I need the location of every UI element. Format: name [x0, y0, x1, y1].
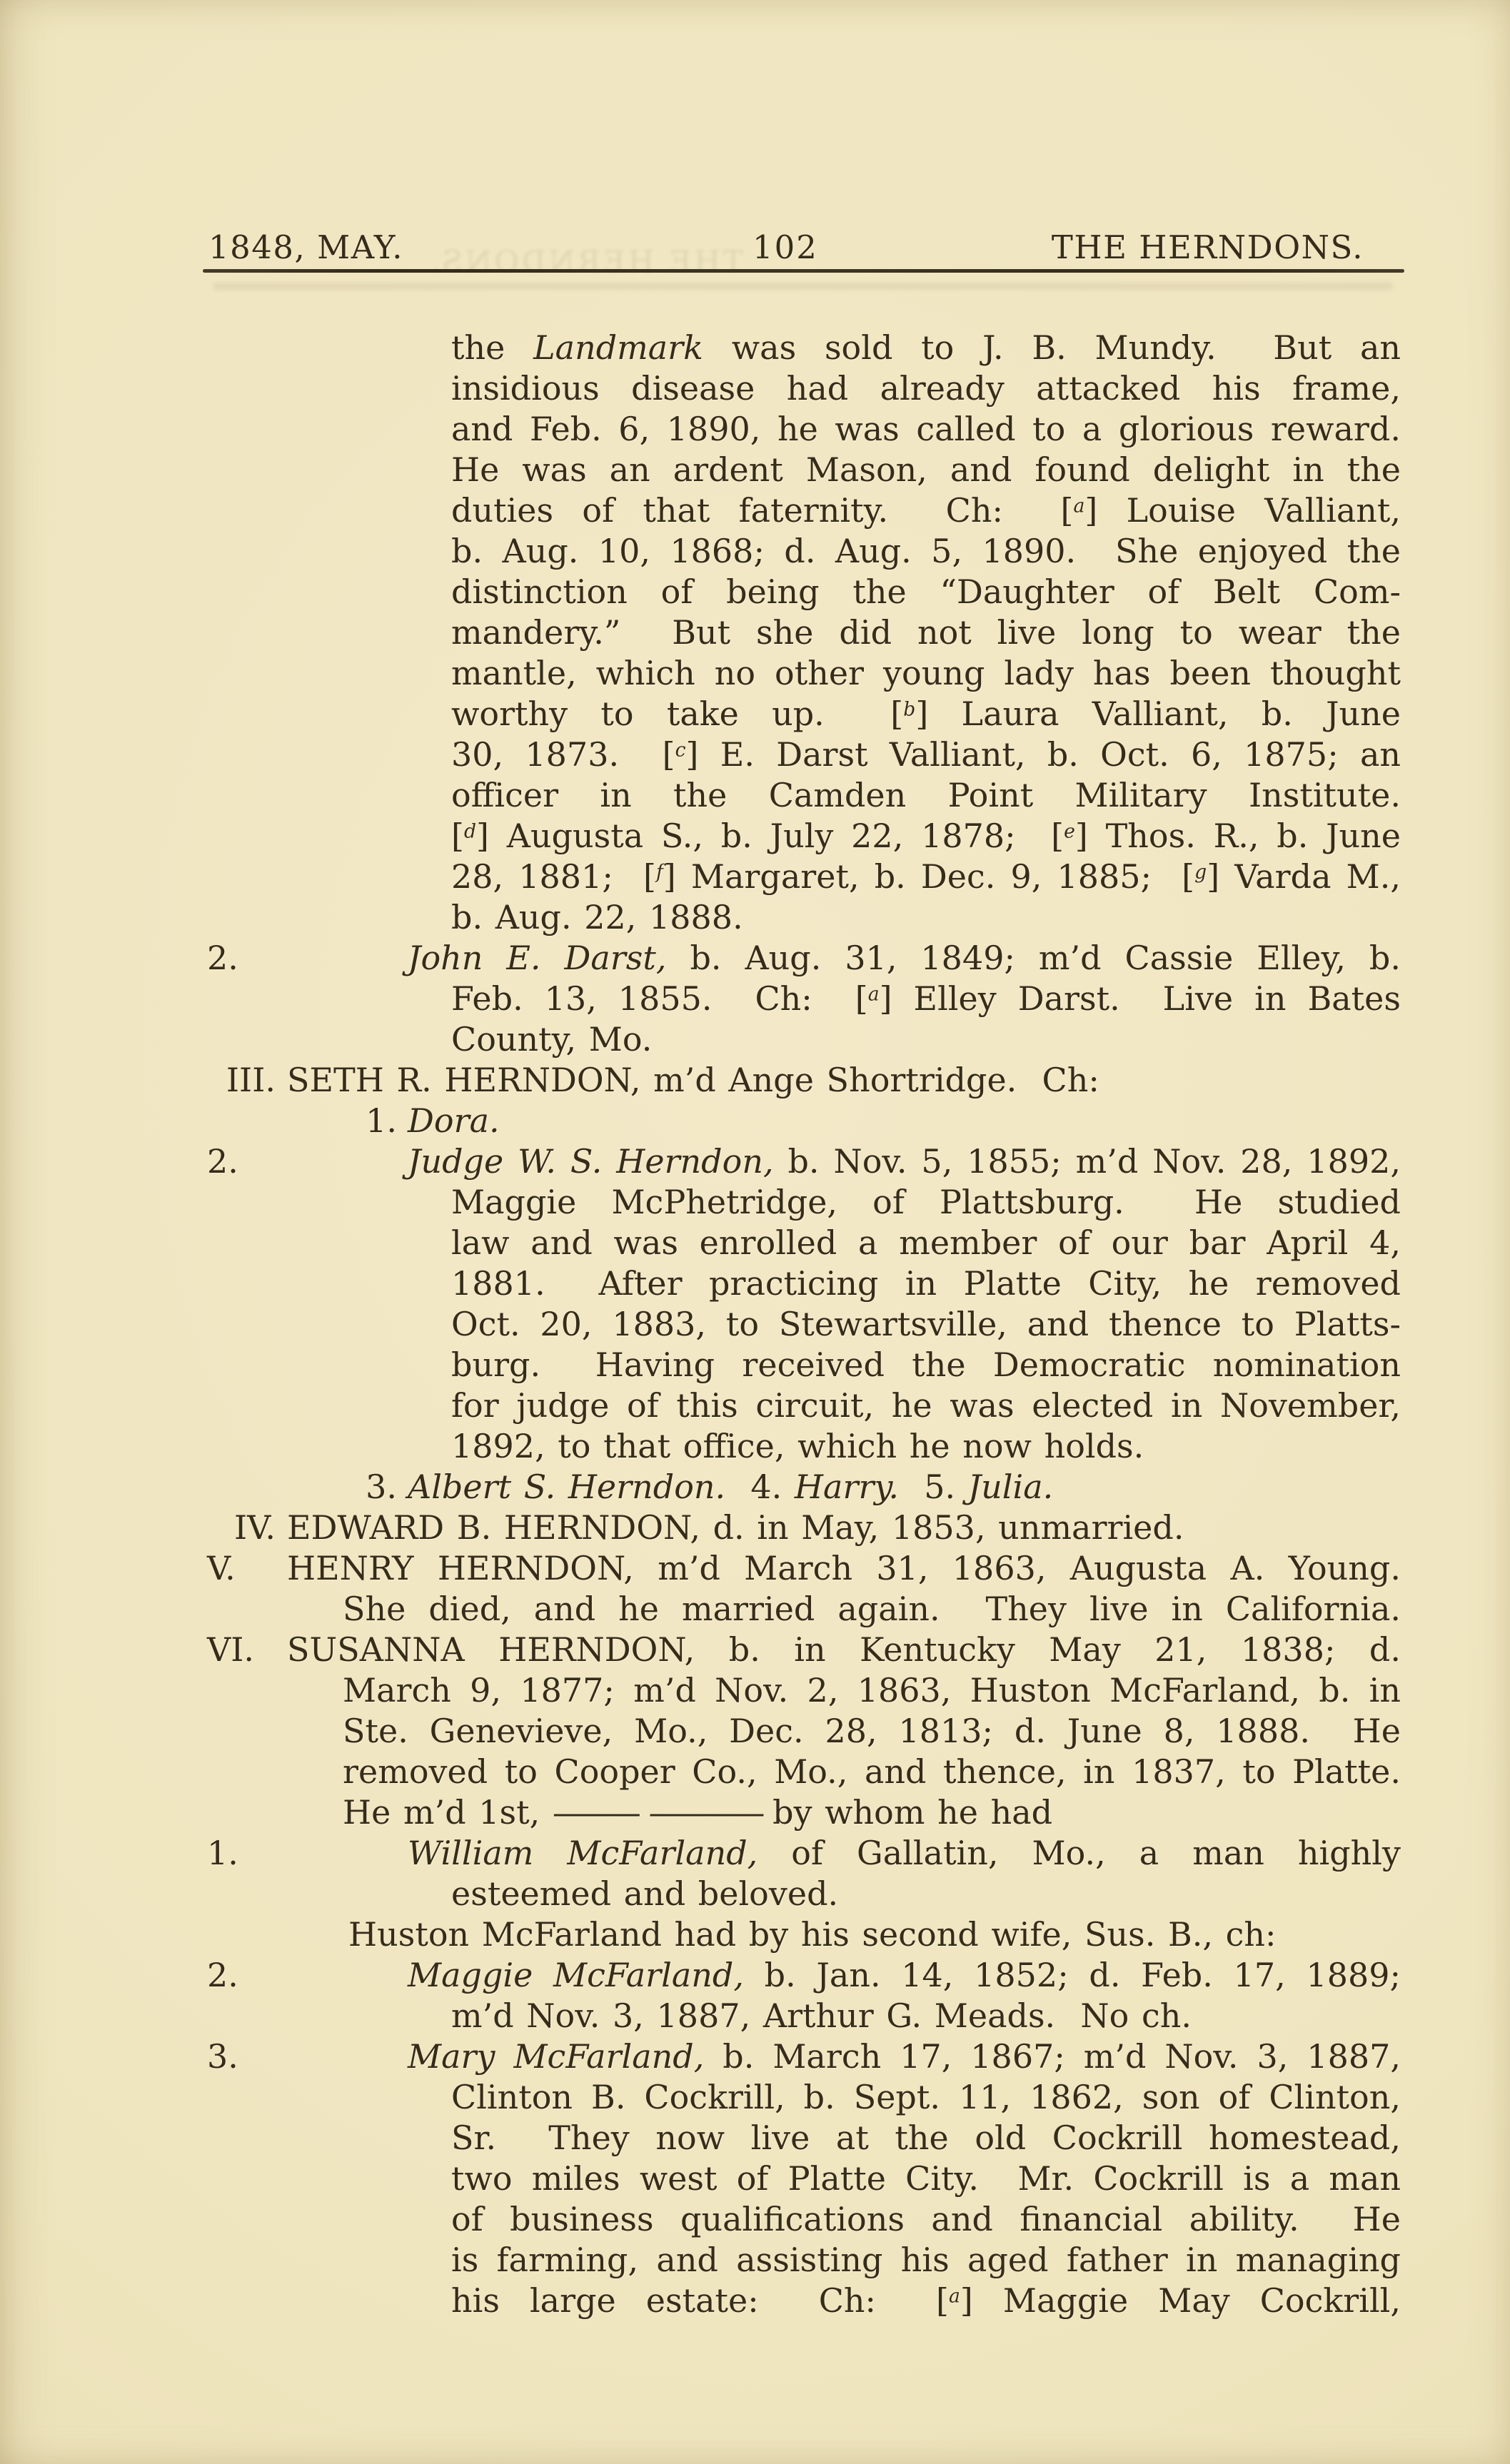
line-text: HENRY HERNDON, m’d March 31, 1863, Augusta A. Young. — [287, 1549, 1401, 1587]
text-line — [207, 694, 1401, 734]
line-text: [$^d$] Augusta S., b. July 22, 1878; [$^e$] Thos. R., b. June — [451, 817, 1401, 855]
text-line — [207, 816, 1401, 857]
line-text: 1892, to that office, which he now holds. — [451, 1427, 1144, 1465]
text-line — [207, 1996, 1401, 2036]
line-text: insidious disease had already attacked his frame, — [451, 369, 1401, 408]
line-text: Mary McFarland, b. March 17, 1867; m’d Nov. 3, 1887, — [408, 2037, 1401, 2076]
text-line — [207, 1548, 1401, 1589]
line-text: worthy to take up. [$^b$] Laura Valliant, b. June — [451, 695, 1401, 733]
line-text: EDWARD B. HERNDON, d. in May, 1853, unmarried. — [287, 1508, 1184, 1547]
text-line — [207, 1060, 1401, 1101]
text-line — [207, 2281, 1401, 2321]
item-number: 2. — [207, 1956, 238, 1994]
roman-numeral: III. — [226, 1061, 276, 1099]
line-text: the Landmark was sold to J. B. Mundy. But an — [451, 328, 1401, 367]
line-text: Maggie McPhetridge, of Plattsburg. He studied — [451, 1183, 1401, 1221]
roman-numeral: IV. — [234, 1508, 276, 1547]
page-number: 102 — [753, 228, 818, 266]
text-line — [207, 1792, 1401, 1833]
line-text: Dora. — [408, 1101, 500, 1140]
text-line — [207, 1833, 1401, 1874]
text-line — [207, 2036, 1401, 2077]
line-text: John E. Darst, b. Aug. 31, 1849; m’d Cassie Elley, b. — [408, 939, 1401, 977]
text-line — [207, 775, 1401, 816]
line-text: is farming, and assisting his aged father in managing — [451, 2241, 1401, 2279]
header-date: 1848, MAY. — [208, 228, 404, 266]
header-rule-show-through — [214, 283, 1392, 290]
text-line — [207, 979, 1401, 1019]
line-text: his large estate: Ch: [$^a$] Maggie May Cockrill, — [451, 2281, 1401, 2320]
line-text: Sr. They now live at the old Cockrill homestead, — [451, 2119, 1401, 2157]
line-text: mandery.” But she did not live long to wear the — [451, 613, 1401, 652]
line-text: b. Aug. 10, 1868; d. Aug. 5, 1890. She enjoyed the — [451, 532, 1401, 570]
line-text: County, Mo. — [451, 1020, 653, 1059]
text-line — [207, 328, 1401, 368]
line-text: distinction of being the “Daughter of Belt Com- — [451, 572, 1401, 611]
line-text: She died, and he married again. They live in California. — [343, 1590, 1401, 1628]
roman-numeral: VI. — [207, 1630, 255, 1669]
text-line — [207, 1914, 1401, 1955]
line-text: 30, 1873. [$^c$] E. Darst Valliant, b. Oct. 6, 1875; an — [451, 735, 1401, 774]
text-block — [207, 328, 1401, 2321]
line-text: officer in the Camden Point Military Institute. — [451, 776, 1401, 814]
item-number: 2. — [207, 1142, 238, 1181]
line-text: b. Aug. 22, 1888. — [451, 898, 743, 936]
text-line — [207, 1752, 1401, 1792]
text-line — [207, 2077, 1401, 2118]
line-text: and Feb. 6, 1890, he was called to a glorious reward. — [451, 410, 1401, 448]
text-line — [207, 1182, 1401, 1223]
item-number: 2. — [207, 939, 238, 977]
text-line — [207, 1141, 1401, 1182]
line-text: of business qualifications and financial ability. He — [451, 2200, 1401, 2238]
line-text: Judge W. S. Herndon, b. Nov. 5, 1855; m’d Nov. 28, 1892, — [408, 1142, 1401, 1181]
line-text: 28, 1881; [$^f$] Margaret, b. Dec. 9, 1885; [$^g$] Varda M., — [451, 857, 1401, 896]
line-text: Maggie McFarland, b. Jan. 14, 1852; d. Feb. 17, 1889; — [408, 1956, 1401, 1994]
item-number: 1. — [366, 1101, 397, 1140]
line-text: law and was enrolled a member of our bar April 4, — [451, 1223, 1401, 1262]
text-line — [207, 1385, 1401, 1426]
text-line — [207, 1589, 1401, 1630]
text-line — [207, 857, 1401, 897]
line-text: 1881. After practicing in Platte City, he removed — [451, 1264, 1401, 1303]
line-text: mantle, which no other young lady has been thought — [451, 654, 1401, 692]
text-line — [207, 734, 1401, 775]
text-line — [207, 490, 1401, 531]
text-line — [207, 897, 1401, 938]
roman-numeral: V. — [207, 1549, 236, 1587]
text-line — [207, 1263, 1401, 1304]
header-rule — [203, 269, 1404, 273]
item-number: 3. — [366, 1468, 397, 1506]
text-line — [207, 1426, 1401, 1467]
text-line — [207, 2199, 1401, 2240]
line-text: for judge of this circuit, he was elected in November, — [451, 1386, 1401, 1425]
text-line — [207, 1508, 1401, 1548]
line-text: Ste. Genevieve, Mo., Dec. 28, 1813; d. June 8, 1888. He — [343, 1712, 1401, 1750]
line-text: He m’d 1st, ——— ———— by whom he had — [343, 1793, 1053, 1832]
text-line — [207, 1345, 1401, 1385]
text-line — [207, 2118, 1401, 2158]
text-line — [207, 2240, 1401, 2281]
text-line — [207, 1101, 1401, 1141]
text-line — [207, 531, 1401, 572]
text-line — [207, 1955, 1401, 1996]
line-text: esteemed and beloved. — [451, 1874, 839, 1913]
line-text: two miles west of Platte City. Mr. Cockrill is a man — [451, 2159, 1401, 2198]
line-text: March 9, 1877; m’d Nov. 2, 1863, Huston McFarland, b. in — [343, 1671, 1401, 1710]
text-line — [207, 572, 1401, 612]
show-through-ghost-text: THE HERNDONS. — [428, 244, 743, 279]
text-line — [207, 2158, 1401, 2199]
line-text: Feb. 13, 1855. Ch: [$^a$] Elley Darst. Live in Bates — [451, 979, 1401, 1018]
line-text: m’d Nov. 3, 1887, Arthur G. Meads. No ch. — [451, 1996, 1192, 2035]
text-line — [207, 1874, 1401, 1914]
line-text: Huston McFarland had by his second wife, Sus. B., ch: — [348, 1915, 1277, 1954]
text-line — [207, 450, 1401, 490]
text-line — [207, 938, 1401, 979]
text-line — [207, 653, 1401, 694]
line-text: SUSANNA HERNDON, b. in Kentucky May 21, 1838; d. — [287, 1630, 1401, 1669]
line-text: burg. Having received the Democratic nomination — [451, 1345, 1401, 1384]
header-title: THE HERNDONS. — [1051, 228, 1364, 266]
text-line — [207, 1019, 1401, 1060]
text-line — [207, 1630, 1401, 1670]
line-text: Clinton B. Cockrill, b. Sept. 11, 1862, son of Clinton, — [451, 2078, 1401, 2116]
text-line — [207, 409, 1401, 450]
text-line — [207, 368, 1401, 409]
line-text: Albert S. Herndon. 4. Harry. 5. Julia. — [408, 1468, 1054, 1506]
page-header — [208, 228, 1364, 266]
item-number: 1. — [207, 1834, 238, 1872]
text-line — [207, 1223, 1401, 1263]
text-line — [207, 612, 1401, 653]
text-line — [207, 1711, 1401, 1752]
line-text: Oct. 20, 1883, to Stewartsville, and thence to Platts- — [451, 1305, 1401, 1343]
line-text: removed to Cooper Co., Mo., and thence, in 1837, to Platte. — [343, 1752, 1401, 1791]
text-line — [207, 1670, 1401, 1711]
line-text: He was an ardent Mason, and found delight in the — [451, 450, 1401, 489]
line-text: duties of that faternity. Ch: [$^a$] Louise Valliant, — [451, 491, 1401, 530]
text-line — [207, 1467, 1401, 1508]
text-line — [207, 1304, 1401, 1345]
item-number: 3. — [207, 2037, 238, 2076]
line-text: SETH R. HERNDON, m’d Ange Shortridge. Ch: — [287, 1061, 1099, 1099]
line-text: William McFarland, of Gallatin, Mo., a man highly — [408, 1834, 1401, 1872]
